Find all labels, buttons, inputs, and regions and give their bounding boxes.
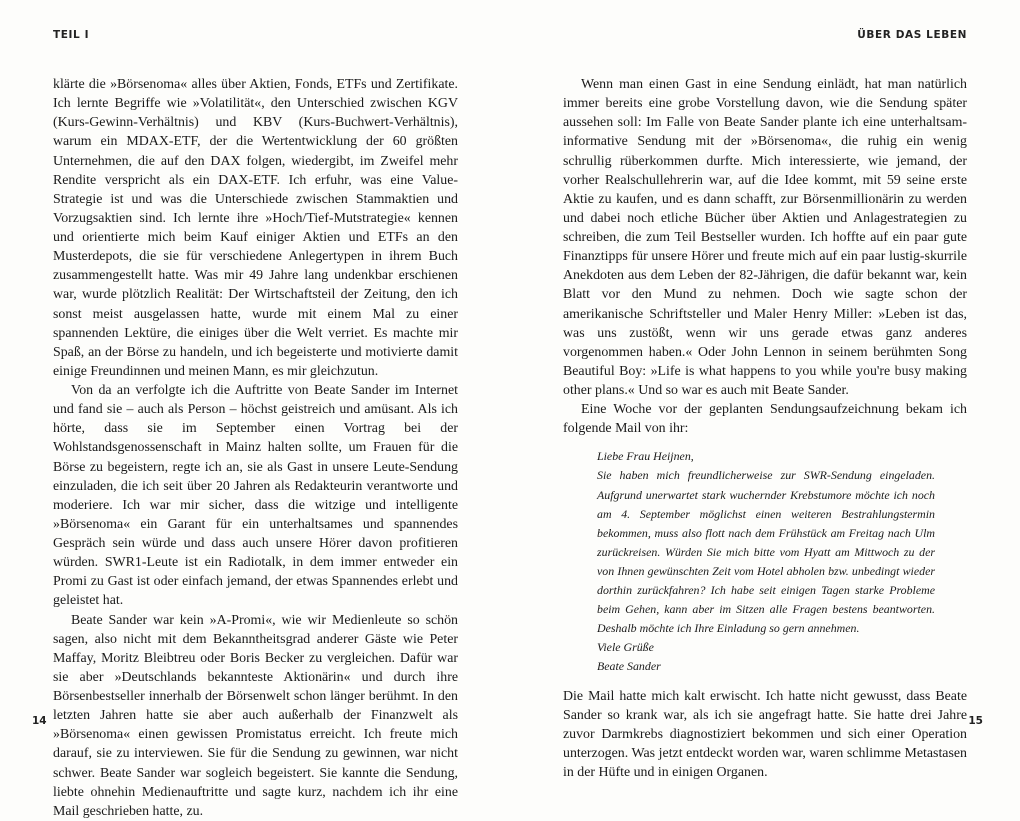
quoted-email xyxy=(597,447,935,676)
paragraph: Wenn man einen Gast in eine Sendung einlädt, hat man natürlich immer bereits eine grobe Vorstellung davon, wie die Sendung später aussehen soll: Im Falle von Beate Sander plante ich eine unterhaltsam-informative Sendung mit der »Börsenoma«, die ruhig ein wenig schrullig rüberkommen durfte. Mich interessierte, wie jemand, der vorher Realschullehrerin war, auf die Idee kommt, mit 59 seine erste Aktie zu kaufen, und es dann schafft, zur Börsenmillionärin zu werden und dabei noch etliche Bücher über Aktien und Anlagestrategien zu schreiben, die zum Teil Bestseller wurden. Ich hoffte auf ein paar gute Finanztipps für unsere Hörer und freute mich auf ein paar lustig-skurrile Anekdoten aus dem Leben der 82-Jährigen, die dafür bekannt war, kein Blatt vor den Mund zu nehmen. Doch wie sagte schon der amerikanische Schriftsteller und Maler Henry Miller: »Leben ist das, was uns zustößt, wenn wir uns gerade etwas ganz anderes vorgenommen haben.« Oder John Lennon in seinem berühmten Song Beautiful Boy: »Life is what happens to you while you're busy making other plans.« Und so war es auch mit Beate Sander. xyxy=(563,77,967,398)
page-number-right: 15 xyxy=(968,715,983,727)
paragraph: Die Mail hatte mich kalt erwischt. Ich hatte nicht gewusst, dass Beate Sander so krank war, als ich sie angefragt hatte. Sie hatte drei Jahre zuvor Darmkrebs diagnostiziert bekommen und sich einer Operation unterzogen. Was jetzt entdeckt worden war, waren schlimme Metastasen in der Hüfte und in einigen Organen. xyxy=(563,688,967,780)
running-head-left: TEIL I xyxy=(53,29,90,41)
email-body: Sie haben mich freundlicherweise zur SWR-Sendung eingeladen. Aufgrund unerwartet stark wuchernder Krebstumore möchte ich noch am 4. September möglichst einen weiteren Bestrahlungstermin bekommen, muss also flott nach dem Frühstück am Freitag nach Ulm zurückreisen. Würden Sie mich bitte vom Hyatt am Mittwoch zu der von Ihnen gewünschten Zeit vom Hotel abholen bzw. unbedingt wieder dorthin zurückfahren? Ich habe seit einigen Tagen starke Probleme beim Gehen, kann aber im Sitzen alle Fragen bestens beantworten. Deshalb möchte ich Ihre Einladung so gern annehmen. xyxy=(597,468,935,636)
email-closing: Viele Grüße xyxy=(597,640,654,655)
left-page-body xyxy=(53,75,458,821)
email-salutation: Liebe Frau Heijnen, xyxy=(597,449,694,464)
page-number-left: 14 xyxy=(32,715,47,727)
right-page-body xyxy=(563,75,967,782)
paragraph: klärte die »Börsenoma« alles über Aktien, Fonds, ETFs und Zertifikate. Ich lernte Begriffe wie »Volatilität«, den Unterschied zwischen KGV (Kurs-Gewinn-Verhältnis) und KBV (Kurs-Buchwert-Verhältnis), warum ein MDAX-ETF, der die Wertentwicklung der 60 größten Unternehmen, die auf den DAX folgen, wiedergibt, im Zweifel mehr Rendite verspricht als ein DAX-ETF. Ich erfuhr, was eine Value-Strategie ist und was die Unterschiede zwischen Stammaktien und Vorzugsaktien sind. Ich lernte ihre »Hoch/Tief-Mutstrategie« kennen und orientierte mich beim Kauf einiger Aktien und ETFs an den Musterdepots, die sie für verschiedene Anlegertypen in ihrem Buch zusammengestellt hatte. Was mir 49 Jahre lang undenkbar erschienen war, wurde plötzlich Realität: Der Wirtschaftsteil der Zeitung, den ich sonst meist ausgelassen hatte, wurde mit einem Mal zu einer spannenden Lektüre, die einiges über die Welt verriet. Es machte mir Spaß, an der Börse zu handeln, und ich begeisterte und motivierte damit einige Freundinnen und meinen Mann, es mir gleichzutun. xyxy=(53,77,458,379)
paragraph: Beate Sander war kein »A-Promi«, wie wir Medienleute so schön sagen, also nicht mit dem Bekanntheitsgrad anderer Gäste wie Peter Maffay, Moritz Bleibtreu oder Boris Becker zu vergleichen. Dafür war sie aber »Deutschlands bekannteste Aktionärin« und durch ihre Börsenbestseller innerhalb der Börsenwelt schon länger berühmt. In den letzten Jahren hatte sie aber auch außerhalb der Finanzwelt als »Börsenoma« einen gewissen Promistatus erreicht. Ich freute mich darauf, sie zu interviewen. Sie für die Sendung zu gewinnen, war nicht schwer. Beate Sander war sogleich begeistert. Sie kannte die Sendung, liebte ohnehin Medienauftritte und sagte kurz, nachdem ich ihr eine Mail geschrieben hatte, zu. xyxy=(53,612,458,819)
email-signature: Beate Sander xyxy=(597,659,661,674)
paragraph: Von da an verfolgte ich die Auftritte von Beate Sander im Internet und fand sie – auch als Person – höchst geistreich und amüsant. Als ich hörte, dass sie im September einen Vortrag bei der Wohlstandsgenossenschaft in Mainz halten sollte, um Frauen für die Börse zu begeistern, regte ich an, sie als Gast in unsere Leute-Sendung einzuladen, die ich seit über 20 Jahren als Redakteurin verantworte und moderiere. Ich war mir sicher, dass die witzige und intelligente »Börsenoma« ein Garant für ein unterhaltsames und spannendes Gespräch sein würde und dass auch unsere Hörer davon profitieren würden. SWR1-Leute ist ein Radiotalk, in dem immer entweder ein Promi zu Gast ist oder einfach jemand, der etwas Spannendes erlebt und geleistet hat. xyxy=(53,383,458,609)
paragraph: Eine Woche vor der geplanten Sendungsaufzeichnung bekam ich folgende Mail von ihr: xyxy=(563,402,967,437)
running-head-right: ÜBER DAS LEBEN xyxy=(857,29,967,41)
left-page xyxy=(0,0,510,819)
